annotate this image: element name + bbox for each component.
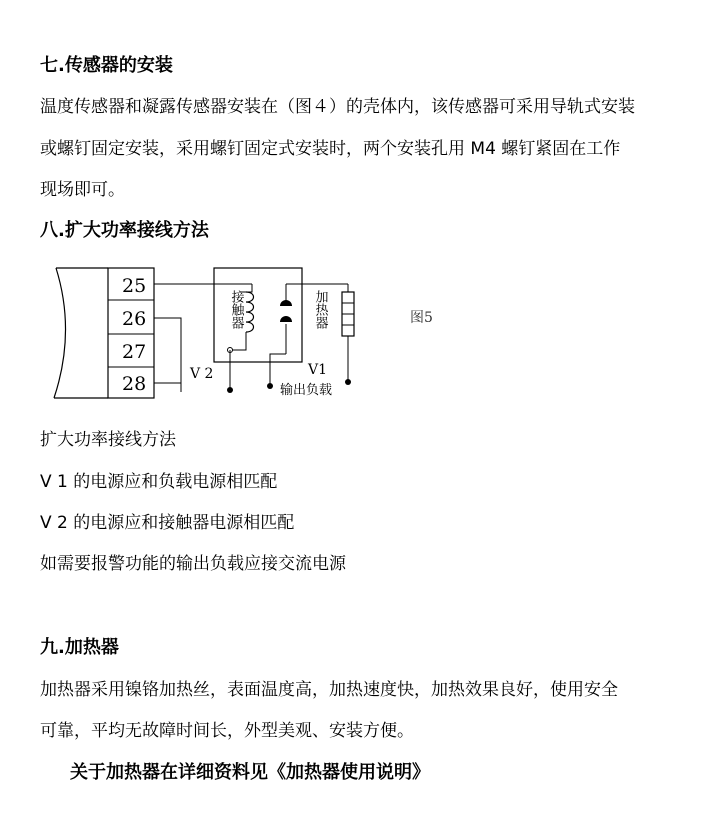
wiring-diagram [40,262,460,412]
heater-label: 加热器 [312,290,328,329]
heater-node [345,379,351,385]
v1-label: V1 [308,362,328,378]
section-7-line-3: 现场即可。 [40,180,125,200]
section-9-line-1: 加热器采用镍铬加热丝，表面温度高，加热速度快，加热效果良好，使用安全 [40,680,618,700]
terminal-25-label: 25 [122,275,147,297]
contactor-label: 接触器 [228,290,244,329]
heater-manual-reference: 关于加热器在详细资料见《加热器使用说明》 [70,762,430,783]
output-node [267,383,273,389]
contactor-coil [246,292,254,332]
note-1: 扩大功率接线方法 [40,430,176,450]
output-wire [270,354,286,386]
contactor-box [214,268,302,362]
terminal-28-label: 28 [122,373,147,395]
wire-26 [154,318,181,392]
section-7-line-1: 温度传感器和凝露传感器安装在（图４）的壳体内，该传感器可采用导轨式安装 [40,97,635,117]
section-7-line-2: 或螺钉固定安装，采用螺钉固定式安装时，两个安装孔用 M4 螺钉紧固在工作 [40,139,621,159]
output-load-label: 输出负载 [280,383,333,398]
coil-bottom-wire [230,332,246,350]
figure-caption: 图5 [410,310,433,326]
section-8-heading: 八.扩大功率接线方法 [40,220,209,241]
device-housing-outline [54,268,66,398]
section-9-line-2: 可靠，平均无故障时间长，外型美观、安装方便。 [40,721,414,741]
terminal-26-label: 26 [122,308,147,330]
v2-label: V 2 [190,366,214,382]
section-7-heading: 七.传感器的安装 [40,55,173,76]
note-4: 如需要报警功能的输出负载应接交流电源 [40,554,346,574]
terminal-27-label: 27 [122,341,147,363]
note-2: V 1 的电源应和负载电源相匹配 [40,472,278,492]
note-3: V 2 的电源应和接触器电源相匹配 [40,513,295,533]
contact-lower [280,316,292,322]
section-9-heading: 九.加热器 [40,637,119,658]
